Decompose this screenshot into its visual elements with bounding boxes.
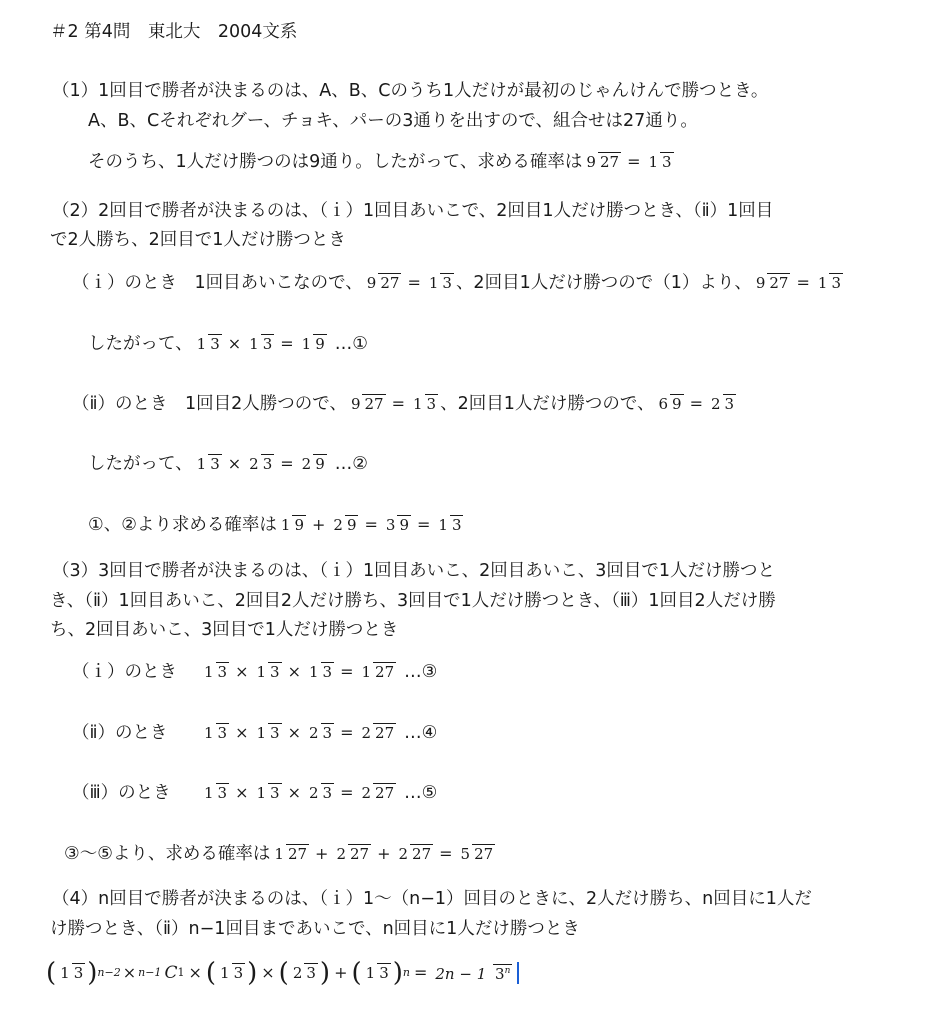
fraction: 1 3: [438, 515, 462, 534]
part4-formula: ( 1 3 ) n−2 × n−1 C 1 × ( 1 3 ) × ( 2 3 ) + ( 1 3 ) n = 2n − 1 3$^n$: [46, 958, 519, 988]
times-sign: ×: [235, 723, 249, 742]
part4-line1: （4）n回目で勝者が決まるのは、（ｉ）1〜（n−1）回目のときに、2人だけ勝ち、n回目に1人だ: [52, 889, 812, 909]
part3-case1: [72, 657, 437, 687]
circle-mark-3: …③: [404, 662, 438, 682]
part3-conclusion: [64, 839, 497, 869]
part1-line3: [88, 147, 676, 177]
fraction: 1 3: [428, 273, 452, 292]
times-sign: ×: [287, 662, 301, 681]
fraction: 1 3: [204, 783, 228, 802]
times-sign: ×: [261, 963, 275, 982]
times-sign: ×: [227, 334, 242, 353]
therefore-text: したがって、: [88, 454, 193, 474]
fraction: 2 9: [301, 454, 325, 473]
plus-sign: +: [377, 844, 391, 863]
part2-case2-result: [88, 449, 368, 479]
fraction: 5 27: [460, 844, 494, 863]
equals-sign: =: [280, 334, 294, 353]
fraction: 1 27: [361, 662, 395, 681]
part2-line2: で2人勝ち、2回目で1人だけ勝つとき: [50, 230, 346, 250]
case-label: （ｉ）のとき: [72, 662, 177, 682]
fraction: 2 3: [711, 394, 735, 413]
fraction: 1 3: [256, 723, 280, 742]
part3-case2: [72, 718, 437, 748]
conclusion-text: ①、②より求める確率は: [88, 515, 277, 535]
equals-sign: =: [413, 963, 428, 982]
page-title: ＃2 第4問 東北大 2004文系: [50, 22, 298, 42]
fraction: 2 27: [361, 723, 395, 742]
fraction: 2 9: [333, 515, 357, 534]
case1-text-b: 、2回目1人だけ勝つので（1）より、: [455, 273, 752, 293]
fraction: 1 3: [256, 662, 280, 681]
fraction: 1 3: [204, 723, 228, 742]
text-cursor: [517, 962, 519, 984]
fraction: 1 3: [196, 334, 220, 353]
fraction: 2 27: [336, 844, 370, 863]
times-sign: ×: [287, 783, 301, 802]
circle-mark-4: …④: [404, 723, 438, 743]
part1-line2: A、B、Cそれぞれグー、チョキ、パーの3通りを出すので、組合せは27通り。: [88, 111, 698, 131]
fraction: 1 3: [256, 783, 280, 802]
conclusion-text: ③〜⑤より、求める確率は: [64, 844, 271, 864]
fraction: 1 3: [365, 963, 389, 982]
fraction: 1 3: [817, 273, 841, 292]
equals-sign: =: [280, 454, 294, 473]
fraction: 1 9: [280, 515, 304, 534]
plus-sign: +: [311, 515, 326, 534]
part4-line2: け勝つとき、（ⅱ）n−1回目まであいこで、n回目に1人だけ勝つとき: [50, 919, 580, 939]
case2-text-a: （ⅱ）のとき 1回目2人勝つので、: [72, 394, 347, 414]
part3-case3: [72, 778, 437, 808]
fraction: 3 9: [385, 515, 409, 534]
subscript: n−1: [138, 966, 162, 979]
fraction: 1 3: [412, 394, 437, 413]
exponent: n−2: [97, 966, 121, 979]
fraction: 2 27: [361, 783, 395, 802]
plus-sign: +: [334, 963, 348, 982]
equals-sign: =: [391, 394, 405, 413]
equals-sign: =: [340, 783, 354, 802]
times-sign: ×: [235, 783, 249, 802]
fraction: 1 27: [274, 844, 308, 863]
part2-conclusion: [88, 510, 465, 540]
circle-mark-1: …①: [334, 334, 368, 354]
fraction: 2 27: [398, 844, 432, 863]
case1-text-a: （ｉ）のとき 1回目あいこなので、: [72, 273, 363, 293]
equals-sign: =: [796, 273, 810, 292]
part2-case1-result: [88, 329, 368, 359]
case-label: （ⅲ）のとき: [72, 783, 171, 803]
fraction: 1 9: [301, 334, 325, 353]
fraction: 9 27: [755, 273, 789, 292]
equals-sign: =: [364, 515, 378, 534]
fraction: 1 3: [204, 662, 228, 681]
fraction: 9 27: [586, 152, 620, 171]
subscript: 1: [177, 966, 185, 979]
equals-sign: =: [627, 152, 641, 171]
fraction: 2 3: [292, 963, 316, 982]
fraction: 1 3: [196, 454, 220, 473]
part3-line1: （3）3回目で勝者が決まるのは、（ｉ）1回目あいこ、2回目あいこ、3回目で1人だけ勝つと: [52, 561, 776, 581]
fraction: 2 3: [249, 454, 273, 473]
part1-line1: （1）1回目で勝者が決まるのは、A、B、Cのうち1人だけが最初のじゃんけんで勝つとき。: [52, 81, 769, 101]
part3-line2: き、（ⅱ）1回目あいこ、2回目2人だけ勝ち、3回目で1人だけ勝つとき、（ⅲ）1回目2人だけ勝: [50, 591, 776, 611]
final-fraction: 2n − 1 3$^n$: [435, 965, 511, 983]
case2-text-b: 、2回目1人だけ勝つので、: [440, 394, 655, 414]
fraction: 1 3: [309, 662, 333, 681]
circle-mark-5: …⑤: [404, 783, 438, 803]
plus-sign: +: [315, 844, 329, 863]
equals-sign: =: [340, 662, 354, 681]
times-sign: ×: [122, 963, 137, 982]
fraction: 2 3: [309, 723, 333, 742]
part2-case1: [72, 268, 845, 298]
part2-case2: [72, 389, 738, 419]
circle-mark-2: …②: [334, 454, 368, 474]
combination-symbol: C: [164, 963, 178, 983]
part3-line3: ち、2回目あいこ、3回目で1人だけ勝つとき: [50, 620, 399, 640]
equals-sign: =: [407, 273, 421, 292]
fraction: 2 3: [309, 783, 333, 802]
part1-line3-text: そのうち、1人だけ勝つのは9通り。したがって、求める確率は: [88, 152, 583, 172]
fraction: 6 9: [658, 394, 682, 413]
times-sign: ×: [235, 662, 249, 681]
fraction: 9 27: [350, 394, 384, 413]
fraction: 1 3: [249, 334, 273, 353]
times-sign: ×: [188, 963, 202, 982]
fraction: 1 3: [60, 963, 84, 982]
fraction: 9 27: [366, 273, 400, 292]
equals-sign: =: [439, 844, 453, 863]
times-sign: ×: [287, 723, 301, 742]
part2-line1: （2）2回目で勝者が決まるのは、（ｉ）1回目あいこで、2回目1人だけ勝つとき、（ⅱ）1回目: [52, 201, 774, 221]
case-label: （ⅱ）のとき: [72, 723, 168, 743]
therefore-text: したがって、: [88, 334, 193, 354]
times-sign: ×: [227, 454, 242, 473]
equals-sign: =: [340, 723, 354, 742]
equals-sign: =: [689, 394, 703, 413]
fraction: 1 3: [220, 963, 244, 982]
exponent: n: [402, 966, 410, 979]
fraction: 1 3: [648, 152, 672, 171]
equals-sign: =: [416, 515, 431, 534]
